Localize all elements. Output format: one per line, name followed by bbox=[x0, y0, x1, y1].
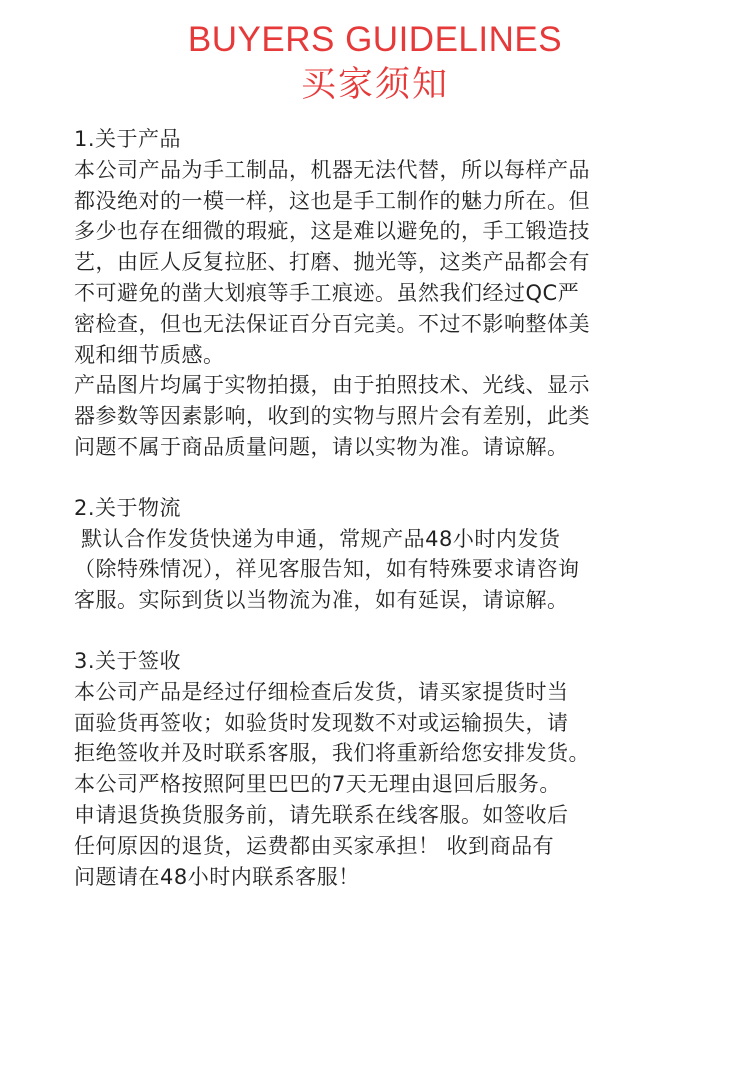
title-chinese: 买家须知 bbox=[300, 65, 449, 105]
paragraph-line: 本公司产品为手工制品，机器无法代替，所以每样产品 bbox=[74, 157, 590, 182]
paragraph-line: 拒绝签收并及时联系客服，我们将重新给您安排发货。 bbox=[74, 741, 590, 766]
section-receipt bbox=[74, 646, 714, 892]
section-products bbox=[74, 124, 714, 463]
section-heading: 1.关于产品 bbox=[74, 127, 182, 151]
paragraph-line: 密检查，但也无法保证百分百完美。不过不影响整体美 bbox=[74, 311, 590, 336]
paragraph-line: 面验货再签收；如验货时发现数不对或运输损失，请 bbox=[74, 710, 569, 735]
paragraph-line: 多少也存在细微的瑕疵，这是难以避免的，手工锻造技 bbox=[74, 219, 590, 244]
paragraph-line: （除特殊情况），祥见客服告知，如有特殊要求请咨询 bbox=[74, 557, 580, 582]
paragraph-line: 艺，由匠人反复拉胚、打磨、抛光等，这类产品都会有 bbox=[74, 250, 590, 275]
paragraph-line: 本公司产品是经过仔细检查后发货，请买家提货时当 bbox=[74, 679, 569, 704]
paragraph-line: 问题请在48小时内联系客服！ bbox=[74, 864, 360, 889]
paragraph-line: 问题不属于商品质量问题，请以实物为准。请谅解。 bbox=[74, 434, 569, 459]
section-logistics bbox=[74, 493, 714, 616]
paragraph-line: 观和细节质感。 bbox=[74, 342, 225, 367]
paragraph-line: 申请退货换货服务前，请先联系在线客服。如签收后 bbox=[74, 802, 569, 827]
paragraph-line: 客服。实际到货以当物流为准，如有延误，请谅解。 bbox=[74, 588, 569, 613]
guidelines-content bbox=[74, 124, 714, 892]
paragraph-line: 都没绝对的一模一样，这也是手工制作的魅力所在。但 bbox=[74, 188, 590, 213]
paragraph-line: 任何原因的退货，运费都由买家承担！ 收到商品有 bbox=[74, 833, 555, 858]
section-heading: 3.关于签收 bbox=[74, 648, 182, 673]
paragraph-line: 不可避免的凿大划痕等手工痕迹。虽然我们经过QC严 bbox=[74, 280, 580, 305]
paragraph-line: 本公司严格按照阿里巴巴的7天无理由退回后服务。 bbox=[74, 772, 561, 797]
section-heading: 2.关于物流 bbox=[74, 495, 182, 520]
paragraph-line: 器参数等因素影响，收到的实物与照片会有差别，此类 bbox=[74, 404, 590, 429]
paragraph-line: 默认合作发货快递为申通，常规产品48小时内发货 bbox=[74, 526, 561, 551]
page-header bbox=[0, 18, 750, 108]
title-english: BUYERS GUIDELINES bbox=[187, 20, 563, 59]
paragraph-line: 产品图片均属于实物拍摄，由于拍照技术、光线、显示 bbox=[74, 373, 590, 398]
